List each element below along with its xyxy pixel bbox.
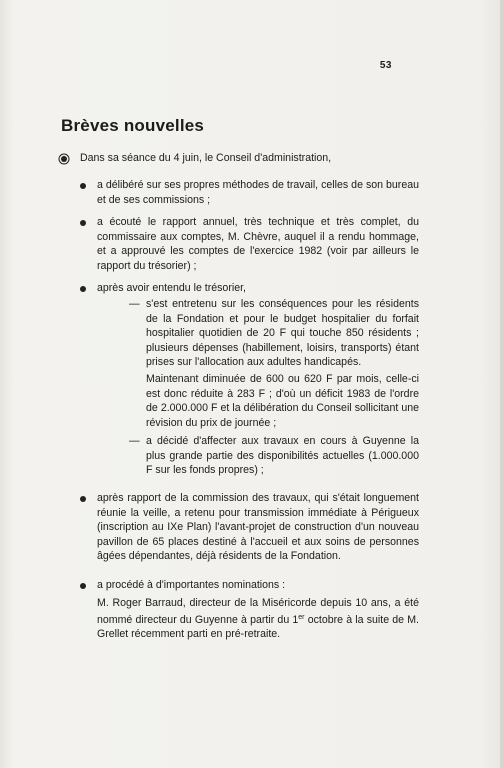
- bullet-icon: [80, 496, 86, 502]
- list-item: a écouté le rapport annuel, très technique et très complet, du commissaire aux comptes, M. Chèvre, auquel il a rendu hommage, et a approuvé les comptes de l'exercice 1982 (voir par ailleurs le rapport du trésorier) ;: [97, 216, 419, 272]
- nomination-paragraph: [97, 596, 419, 642]
- list-item: a délibéré sur ses propres méthodes de travail, celles de son bureau et de ses commissions ;: [97, 179, 419, 206]
- sub-list-item: s'est entretenu sur les conséquences pour les résidents de la Fondation et pour le budget hospitalier du forfait hospitalier quotidien de 20 F qui touche 850 résidents ; plusieurs dépenses (habillement, loisirs, transports) étant prises sur l'allocation aux adultes handicapés.: [146, 298, 419, 369]
- nomination-text: M. Roger Barraud, directeur de la Miséricorde depuis 10 ans, a été nommé directeur du Guyenne à partir du 1: [97, 597, 419, 626]
- sub-list-paragraph: Maintenant diminuée de 600 ou 620 F par mois, celle-ci est donc réduite à 283 F ; d'où un déficit 1983 de l'ordre de 2.000.000 F et la délibération du Conseil sollicitant une révision du prix de journée ;: [146, 373, 419, 429]
- list-item: a procédé à d'importantes nominations :: [97, 579, 286, 591]
- list-item: après rapport de la commission des travaux, qui s'était longuement réunie la veille, a retenu pour transmission immédiate à Périgueux (inscription au IXe Plan) l'avant-projet de construction d'un nouveau pavillon de 65 places destiné à l'accueil et aux soins de personnes âgées dépendantes, déjà résidents de la Fondation.: [97, 492, 419, 563]
- sub-list-item: a décidé d'affecter aux travaux en cours à Guyenne la plus grande partie des disponibilités actuelles (1.000.000 F sur les fonds propres) ;: [146, 435, 419, 477]
- bullet-icon: [80, 220, 86, 226]
- intro-paragraph: Dans sa séance du 4 juin, le Conseil d'administration,: [80, 152, 332, 164]
- bullet-icon: [80, 183, 86, 189]
- list-item: après avoir entendu le trésorier,: [97, 282, 246, 294]
- nomination-text: octobre à la suite de M. Grellet récemment parti en pré-retraite.: [97, 613, 419, 641]
- page-number: 53: [379, 60, 392, 71]
- dash-marker: —: [129, 435, 140, 447]
- ordinal-superscript: er: [298, 613, 305, 621]
- bullet-icon: [80, 286, 86, 292]
- section-title: Brèves nouvelles: [61, 116, 205, 135]
- dash-marker: —: [129, 298, 140, 310]
- bullet-icon: [80, 583, 86, 589]
- intro-bullet-icon: [61, 156, 67, 162]
